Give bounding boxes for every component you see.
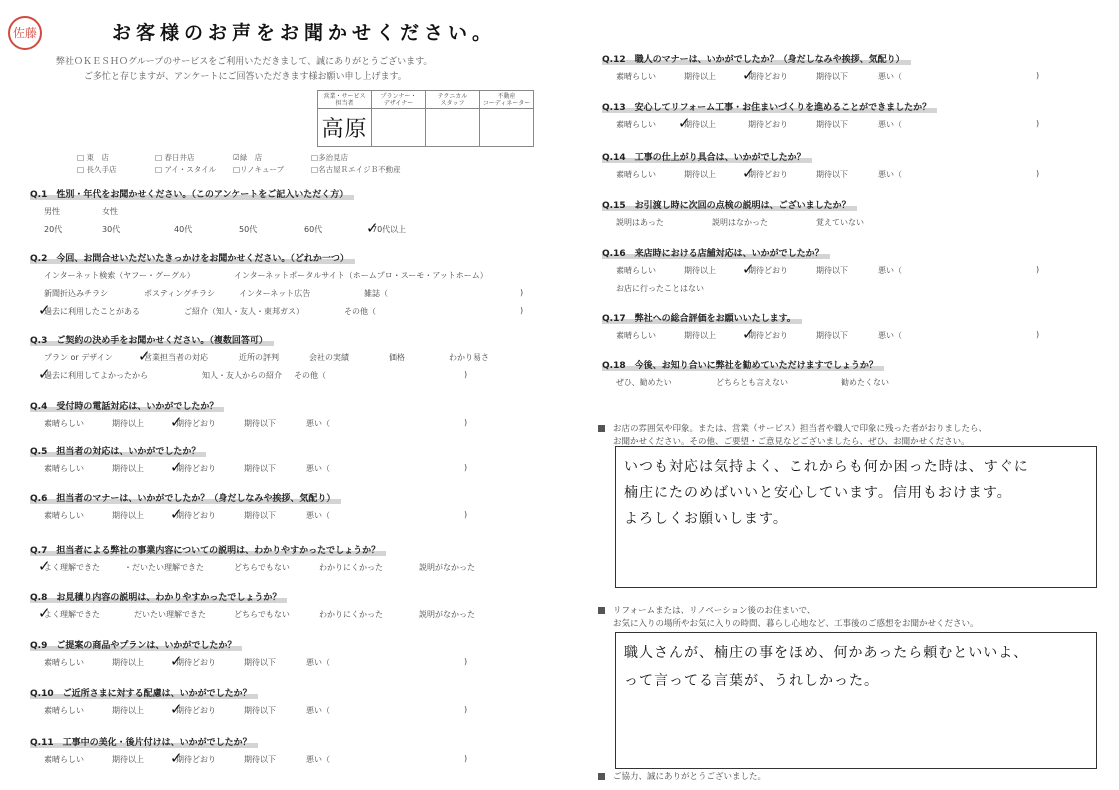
staff-header: プランナー・ デザイナー	[372, 91, 426, 109]
footer-thanks: ご協力、誠にありがとうございました。	[598, 770, 766, 782]
question-heading: Q.17 弊社への総合評価をお願いいたします。	[602, 311, 802, 324]
answer-option[interactable]: わかり易さ	[449, 353, 489, 362]
answer-row	[616, 217, 1082, 232]
question-heading: Q.8 お見積り内容の説明は、わかりやすかったでしょうか？	[30, 590, 287, 603]
handwritten-line: よろしくお願いします。	[624, 511, 788, 527]
question-block	[30, 638, 550, 672]
staff-header: 不動産 コーディネーター	[480, 91, 534, 109]
answer-option[interactable]: 期待以上	[112, 419, 144, 428]
answer-option[interactable]: 素晴らしい	[44, 464, 84, 473]
answer-option[interactable]: 期待以下	[244, 464, 276, 473]
question-heading: Q.15 お引渡し時に次回の点検の説明は、ございましたか？	[602, 198, 857, 211]
comment1-prompt: お店の雰囲気や印象。または、営業（サービス）担当者や職人で印象に残った者がおりましたら、 お聞かせください。その他、ご要望・ご意見などございましたら、ぜひ、お聞かせください。	[598, 423, 987, 449]
answer-option[interactable]: ・だいたい理解できた	[124, 563, 204, 572]
answer-option[interactable]: 期待どおり ✓	[742, 66, 788, 84]
answer-option[interactable]: 70代以上 ✓	[366, 219, 407, 237]
answer-row	[616, 66, 1082, 86]
answer-option[interactable]: どちらでもない	[234, 563, 290, 572]
staff-table	[317, 90, 534, 147]
answer-option[interactable]: 悪い（	[878, 170, 902, 179]
answer-option[interactable]: 期待以下	[816, 266, 848, 275]
question-heading: Q.11 工事中の美化・後片付けは、いかがでしたか？	[30, 735, 258, 748]
checkmark-icon: ✓	[38, 604, 51, 622]
staff-name-field[interactable]	[426, 109, 480, 147]
answer-option[interactable]: 30代	[102, 225, 121, 234]
answer-option[interactable]: 女性	[102, 207, 118, 216]
comment2-box[interactable]	[615, 632, 1097, 769]
answer-row	[38, 557, 550, 577]
answer-option[interactable]: )	[1036, 169, 1040, 178]
question-heading: Q.2 今回、お問合せいただいたきっかけをお聞かせください。（どれか一つ）	[30, 251, 355, 264]
answer-option[interactable]: 過去に利用してよかったから ✓	[38, 365, 148, 383]
answer-row	[44, 288, 550, 303]
answer-option[interactable]: 期待どおり ✓	[742, 325, 788, 343]
question-heading: Q.5 担当者の対応は、いかがでしたか？	[30, 444, 206, 457]
answer-option[interactable]: 価格	[389, 353, 405, 362]
seal-stamp: 佐藤	[8, 16, 42, 50]
checkmark-icon: ✓	[138, 347, 151, 365]
store-checkbox[interactable]: □ 春日井店	[155, 153, 195, 162]
answer-option[interactable]: 期待どおり ✓	[170, 505, 216, 523]
answer-row	[44, 270, 550, 285]
answer-option[interactable]: 素晴らしい	[616, 72, 656, 81]
answer-option[interactable]: お店に行ったことはない	[616, 284, 704, 293]
answer-option[interactable]: わかりにくかった	[319, 563, 383, 572]
checkmark-icon: ✓	[170, 413, 183, 431]
answer-option[interactable]: 期待どおり ✓	[170, 700, 216, 718]
answer-option[interactable]: )	[464, 463, 468, 472]
answer-option[interactable]: 素晴らしい	[44, 755, 84, 764]
checkmark-icon: ✓	[170, 700, 183, 718]
answer-option[interactable]: 期待以下	[816, 331, 848, 340]
answer-option[interactable]: ご紹介（知人・友人・東邦ガス）	[184, 307, 304, 316]
question-heading: Q.18 今後、お知り合いに弊社を勧めていただけますでしょうか？	[602, 358, 884, 371]
answer-option[interactable]: 期待以上	[684, 170, 716, 179]
comment1-box[interactable]	[615, 446, 1097, 588]
question-heading: Q.7 担当者による弊社の事業内容についての説明は、わかりやすかったでしょうか？	[30, 543, 386, 556]
answer-option[interactable]: 素晴らしい	[44, 658, 84, 667]
answer-option[interactable]: 新聞折込みチラシ	[44, 289, 108, 298]
answer-option[interactable]: 悪い（	[878, 331, 902, 340]
answer-option[interactable]: 悪い（	[306, 658, 330, 667]
store-checkbox[interactable]: □ 東 店	[77, 153, 109, 162]
answer-option[interactable]: 悪い（	[306, 755, 330, 764]
answer-option[interactable]: 説明はあった	[616, 218, 664, 227]
question-heading: Q.9 ご提案の商品やプランは、いかがでしたか？	[30, 638, 242, 651]
bullet-square-icon	[598, 425, 605, 432]
question-block	[30, 543, 550, 577]
answer-row	[616, 283, 1082, 298]
answer-option[interactable]: その他（	[344, 307, 376, 316]
answer-option[interactable]: 悪い（	[306, 511, 330, 520]
answer-option[interactable]: 素晴らしい	[44, 706, 84, 715]
store-checklist	[77, 152, 401, 176]
answer-option[interactable]: 期待以上	[112, 658, 144, 667]
answer-option[interactable]: 期待以上 ✓	[678, 114, 716, 132]
answer-row	[44, 652, 550, 672]
answer-option[interactable]: )	[464, 705, 468, 714]
answer-option[interactable]: 期待以下	[244, 511, 276, 520]
bullet-square-icon	[598, 607, 605, 614]
answer-option[interactable]: だいたい理解できた	[134, 610, 206, 619]
staff-name-field[interactable]: 高原	[318, 109, 372, 147]
answer-option[interactable]: 雑誌（	[364, 289, 388, 298]
answer-row	[44, 347, 550, 367]
checkmark-icon: ✓	[38, 557, 51, 575]
question-block	[602, 358, 1082, 392]
question-heading: Q.6 担当者のマナーは、いかがでしたか？（身だしなみや挨拶、気配り）	[30, 491, 341, 504]
answer-row	[44, 219, 550, 239]
answer-option[interactable]: 期待以下	[244, 419, 276, 428]
answer-option[interactable]: 素晴らしい	[616, 120, 656, 129]
answer-option[interactable]: )	[520, 306, 524, 315]
answer-row	[44, 206, 550, 221]
question-block	[602, 150, 1082, 184]
answer-option[interactable]: )	[464, 510, 468, 519]
answer-option[interactable]: )	[464, 370, 468, 379]
answer-option[interactable]: 期待以上	[684, 266, 716, 275]
page-title: お客様のお声をお聞かせください。	[112, 22, 497, 44]
answer-option[interactable]: )	[1036, 119, 1040, 128]
checkmark-icon: ✓	[678, 114, 691, 132]
answer-option[interactable]: プラン or デザイン	[44, 353, 113, 362]
intro-text	[56, 55, 432, 85]
answer-option[interactable]: )	[464, 418, 468, 427]
comment2-prompt: リフォームまたは、リノベーション後のお住まいで、 お気に入りの場所やお気に入りの時間、暮らし心地など、工事後のご感想をお聞かせください。	[598, 605, 979, 631]
store-checkbox[interactable]: □多治見店	[311, 153, 349, 162]
question-block	[30, 590, 550, 624]
answer-row	[44, 749, 550, 769]
question-heading: Q.16 来店時における店舗対応は、いかがでしたか？	[602, 246, 830, 259]
answer-option[interactable]: )	[1036, 330, 1040, 339]
checkmark-icon: ✓	[38, 301, 51, 319]
answer-option[interactable]: 期待以上	[112, 511, 144, 520]
question-block	[30, 686, 550, 720]
question-block	[30, 187, 550, 239]
answer-option[interactable]: 期待どおり ✓	[170, 458, 216, 476]
answer-option[interactable]: 悪い（	[306, 706, 330, 715]
answer-option[interactable]: )	[464, 754, 468, 763]
answer-option[interactable]: 素晴らしい	[616, 331, 656, 340]
answer-option[interactable]: )	[1036, 265, 1040, 274]
answer-row	[616, 260, 1082, 280]
answer-option[interactable]: 期待どおり ✓	[742, 260, 788, 278]
question-heading: Q.12 職人のマナーは、いかがでしたか？（身だしなみや挨拶、気配り）	[602, 52, 911, 65]
answer-option[interactable]: 期待どおり ✓	[742, 164, 788, 182]
answer-option[interactable]: 説明はなかった	[712, 218, 768, 227]
answer-option[interactable]: 過去に利用したことがある ✓	[38, 301, 140, 319]
answer-option[interactable]: 期待どおり ✓	[170, 749, 216, 767]
answer-option[interactable]: インターネット広告	[239, 289, 311, 298]
answer-option[interactable]: 説明がなかった	[419, 563, 475, 572]
answer-row	[616, 377, 1082, 392]
answer-option[interactable]: 期待以上	[112, 464, 144, 473]
answer-option[interactable]: 期待どおり ✓	[170, 413, 216, 431]
answer-option[interactable]: どちらでもない	[234, 610, 290, 619]
answer-option[interactable]: 覚えていない	[816, 218, 864, 227]
answer-row	[44, 458, 550, 478]
answer-option[interactable]: 期待以下	[244, 755, 276, 764]
answer-option[interactable]: 20代	[44, 225, 63, 234]
answer-option[interactable]: ポスティングチラシ	[144, 289, 216, 298]
question-block	[602, 100, 1082, 134]
answer-option[interactable]: 近所の評判	[239, 353, 279, 362]
intro-line: 弊社ＯＫＥＳＨＯグループのサービスをご利用いただきまして、誠にありがとうございます。	[56, 57, 433, 67]
question-block	[30, 491, 550, 525]
answer-option[interactable]: よく理解できた ✓	[38, 604, 100, 622]
answer-row	[616, 164, 1082, 184]
answer-option[interactable]: インターネットポータルサイト（ホームプロ・スーモ・アットホーム）	[234, 271, 488, 280]
answer-option[interactable]: 60代	[304, 225, 323, 234]
answer-row	[38, 365, 550, 385]
answer-row	[616, 325, 1082, 345]
question-block	[602, 311, 1082, 345]
question-heading: Q.4 受付時の電話対応は、いかがでしたか？	[30, 399, 224, 412]
answer-option[interactable]: 期待以下	[244, 706, 276, 715]
question-block	[30, 399, 550, 433]
checkmark-icon: ✓	[742, 260, 755, 278]
answer-option[interactable]: インターネット検索（ヤフー・グーグル）	[44, 271, 195, 280]
answer-row	[44, 413, 550, 433]
checkmark-icon: ✓	[366, 219, 379, 237]
question-block	[30, 251, 550, 321]
answer-option[interactable]: 素晴らしい	[616, 170, 656, 179]
answer-option[interactable]: 期待以下	[816, 120, 848, 129]
answer-option[interactable]: 悪い（	[306, 464, 330, 473]
answer-option[interactable]: 悪い（	[878, 120, 902, 129]
answer-option[interactable]: 期待どおり ✓	[170, 652, 216, 670]
answer-option[interactable]: その他（	[294, 371, 326, 380]
answer-option[interactable]: )	[1036, 71, 1040, 80]
answer-row	[616, 114, 1082, 134]
intro-line: ご多忙と存じますが、アンケートにご回答いただきます様お願い申し上げます。	[84, 72, 407, 82]
checkmark-icon: ✓	[170, 749, 183, 767]
answer-option[interactable]: 期待以下	[244, 658, 276, 667]
answer-option[interactable]: わかりにくかった	[319, 610, 383, 619]
answer-option[interactable]: 期待以上	[112, 755, 144, 764]
answer-option[interactable]: 期待どおり	[748, 120, 788, 129]
handwritten-line: 楠庄にたのめばいいと安心しています。信用もおけます。	[624, 485, 1012, 501]
answer-option[interactable]: 期待以上	[112, 706, 144, 715]
answer-option[interactable]: よく理解できた ✓	[38, 557, 100, 575]
answer-row	[38, 604, 550, 624]
answer-row	[44, 700, 550, 720]
answer-option[interactable]: どちらとも言えない	[716, 378, 788, 387]
answer-option[interactable]: 素晴らしい	[44, 511, 84, 520]
question-heading: Q.10 ご近所さまに対する配慮は、いかがでしたか？	[30, 686, 258, 699]
question-block	[602, 246, 1082, 298]
answer-option[interactable]: 知人・友人からの紹介	[202, 371, 282, 380]
handwritten-line: 職人さんが、楠庄の事をほめ、何かあったら頼むといいよ、	[624, 645, 1029, 661]
question-block	[30, 444, 550, 478]
answer-option[interactable]: 悪い（	[878, 72, 902, 81]
answer-option[interactable]: 会社の実績	[309, 353, 349, 362]
answer-option[interactable]: ぜひ、勧めたい	[616, 378, 672, 387]
answer-option[interactable]: 悪い（	[306, 419, 330, 428]
answer-option[interactable]: 勧めたくない	[841, 378, 889, 387]
answer-option[interactable]: 素晴らしい	[616, 266, 656, 275]
question-heading: Q.13 安心してリフォーム工事・お住まいづくりを進めることができましたか？	[602, 100, 937, 113]
question-heading: Q.14 工事の仕上がり具合は、いかがでしたか？	[602, 150, 812, 163]
answer-option[interactable]: )	[520, 288, 524, 297]
staff-name-field[interactable]	[372, 109, 426, 147]
store-checkbox[interactable]: □ 長久手店	[77, 165, 117, 174]
handwritten-line: いつも対応は気持よく、これからも何か困った時は、すぐに	[624, 459, 1029, 475]
answer-option[interactable]: 期待以下	[816, 72, 848, 81]
question-block	[602, 198, 1082, 232]
checkmark-icon: ✓	[742, 164, 755, 182]
question-heading: Q.1 性別・年代をお聞かせください。（このアンケートをご記入いただく方）	[30, 187, 354, 200]
question-block	[602, 52, 1082, 86]
answer-option[interactable]: )	[464, 657, 468, 666]
answer-option[interactable]: 期待以下	[816, 170, 848, 179]
question-block	[30, 735, 550, 769]
checkmark-icon: ✓	[170, 458, 183, 476]
answer-row	[44, 505, 550, 525]
checkmark-icon: ✓	[170, 505, 183, 523]
answer-option[interactable]: 説明がなかった	[419, 610, 475, 619]
store-checkbox[interactable]: □リノキューブ	[233, 165, 285, 174]
answer-option[interactable]: 男性	[44, 207, 60, 216]
checkmark-icon: ✓	[170, 652, 183, 670]
store-checkbox[interactable]: □ アイ・スタイル	[155, 165, 217, 174]
checkmark-icon: ✓	[38, 365, 51, 383]
answer-option[interactable]: 素晴らしい	[44, 419, 84, 428]
question-block	[30, 333, 550, 385]
answer-option[interactable]: 40代	[174, 225, 193, 234]
answer-option[interactable]: 期待以上	[684, 331, 716, 340]
answer-option[interactable]: 50代	[239, 225, 258, 234]
staff-name-field[interactable]	[480, 109, 534, 147]
store-checkbox[interactable]: ☑緑 店	[233, 153, 263, 162]
answer-row	[38, 301, 550, 321]
checkmark-icon: ✓	[742, 66, 755, 84]
checkmark-icon: ✓	[742, 325, 755, 343]
bullet-square-icon	[598, 773, 605, 780]
handwritten-line: って言ってる言葉が、うれしかった。	[624, 673, 879, 689]
question-heading: Q.3 ご契約の決め手をお聞かせください。（複数回答可）	[30, 333, 274, 346]
staff-header: 営業・サービス 担当者	[318, 91, 372, 109]
staff-header: テクニカル スタッフ	[426, 91, 480, 109]
store-checkbox[interactable]: □名古屋ＲエイジＢ不動産	[311, 165, 401, 174]
answer-option[interactable]: 悪い（	[878, 266, 902, 275]
answer-option[interactable]: 期待以上	[684, 72, 716, 81]
answer-option[interactable]: 営業担当者の対応 ✓	[138, 347, 208, 365]
